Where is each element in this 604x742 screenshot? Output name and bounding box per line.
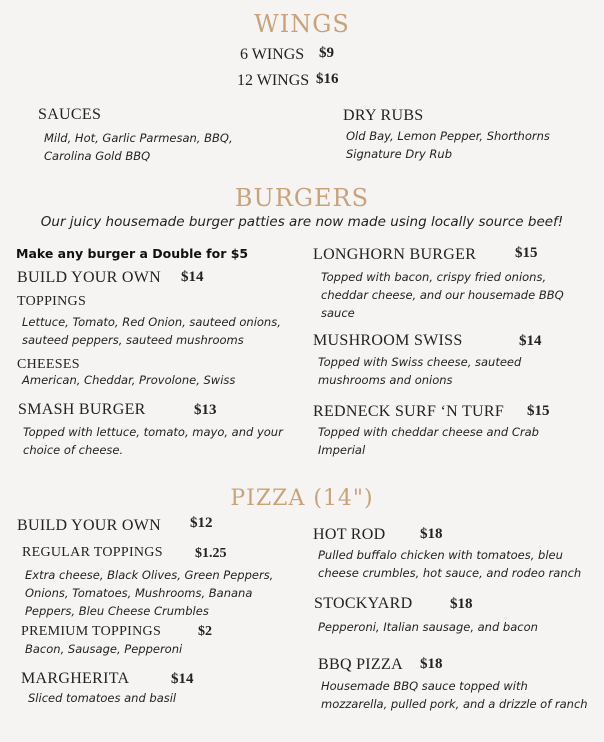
stockyard-name: STOCKYARD <box>314 595 413 612</box>
hot-rod-desc: Pulled buffalo chicken with tomatoes, bleu cheese crumbles, hot sauce, and rodeo ranch <box>318 548 582 580</box>
smash-burger-desc: Topped with lettuce, tomato, mayo, and your choice of cheese. <box>23 425 283 457</box>
mushroom-swiss-desc: Topped with Swiss cheese, sauteed mushrooms and onions <box>318 355 522 387</box>
longhorn-burger-price: $15 <box>515 245 538 261</box>
wings-12-label: 12 WINGS <box>237 72 310 89</box>
redneck-name: REDNECK SURF ‘N TURF <box>313 403 505 420</box>
burger-byo-price: $14 <box>181 269 204 285</box>
smash-burger-price: $13 <box>194 402 217 418</box>
bbq-pizza-desc: Housemade BBQ sauce topped with mozzarella, pulled pork, and a drizzle of ranch <box>321 679 588 711</box>
pizza-byo-price: $12 <box>190 515 213 531</box>
stockyard-price: $18 <box>450 596 473 612</box>
toppings-list: Lettuce, Tomato, Red Onion, sauteed onions, sauteed peppers, sauteed mushrooms <box>22 315 281 347</box>
wings-12-price: $16 <box>316 71 339 87</box>
burgers-title: BURGERS <box>234 184 370 212</box>
dry-rubs-heading: DRY RUBS <box>343 107 424 124</box>
wings-6-price: $9 <box>319 45 334 61</box>
redneck-price: $15 <box>527 403 550 419</box>
redneck-desc: Topped with cheddar cheese and Crab Imperial <box>318 425 539 457</box>
stockyard-desc: Pepperoni, Italian sausage, and bacon <box>318 620 538 634</box>
mushroom-swiss-name: MUSHROOM SWISS <box>313 332 463 349</box>
premium-toppings-heading: PREMIUM TOPPINGS <box>21 624 162 639</box>
burger-byo-name: BUILD YOUR OWN <box>17 269 162 286</box>
wings-6-label: 6 WINGS <box>240 46 305 63</box>
sauces-heading: SAUCES <box>38 106 102 123</box>
regular-toppings-price: $1.25 <box>195 546 227 561</box>
margherita-price: $14 <box>171 671 194 687</box>
longhorn-burger-desc: Topped with bacon, crispy fried onions, cheddar cheese, and our housemade BBQ sauce <box>321 270 564 320</box>
bbq-pizza-name: BBQ PIZZA <box>318 656 403 673</box>
premium-toppings-price: $2 <box>198 624 212 639</box>
burgers-tagline: Our juicy housemade burger patties are now made using locally source beef! <box>40 214 564 230</box>
longhorn-burger-name: LONGHORN BURGER <box>313 246 477 263</box>
sauces-list: Mild, Hot, Garlic Parmesan, BBQ, Carolina Gold BBQ <box>44 131 233 163</box>
hot-rod-price: $18 <box>420 526 443 542</box>
regular-toppings-heading: REGULAR TOPPINGS <box>22 545 163 560</box>
hot-rod-name: HOT ROD <box>313 526 386 543</box>
dry-rubs-list: Old Bay, Lemon Pepper, Shorthorns Signature Dry Rub <box>346 129 550 161</box>
cheeses-heading: CHEESES <box>17 357 80 372</box>
mushroom-swiss-price: $14 <box>519 333 542 349</box>
wings-title: WINGS <box>254 10 350 38</box>
margherita-name: MARGHERITA <box>21 670 130 687</box>
premium-toppings-list: Bacon, Sausage, Pepperoni <box>25 642 183 656</box>
bbq-pizza-price: $18 <box>420 656 443 672</box>
cheeses-list: American, Cheddar, Provolone, Swiss <box>22 373 236 387</box>
margherita-desc: Sliced tomatoes and basil <box>28 691 177 705</box>
smash-burger-name: SMASH BURGER <box>18 401 146 418</box>
regular-toppings-list: Extra cheese, Black Olives, Green Peppers, Onions, Tomatoes, Mushrooms, Banana Peppers, Bleu Cheese Crumbles <box>25 568 274 618</box>
pizza-title: PIZZA (14") <box>230 486 374 511</box>
double-note: Make any burger a Double for $5 <box>16 246 249 261</box>
pizza-byo-name: BUILD YOUR OWN <box>17 517 162 534</box>
toppings-heading: TOPPINGS <box>17 294 87 309</box>
